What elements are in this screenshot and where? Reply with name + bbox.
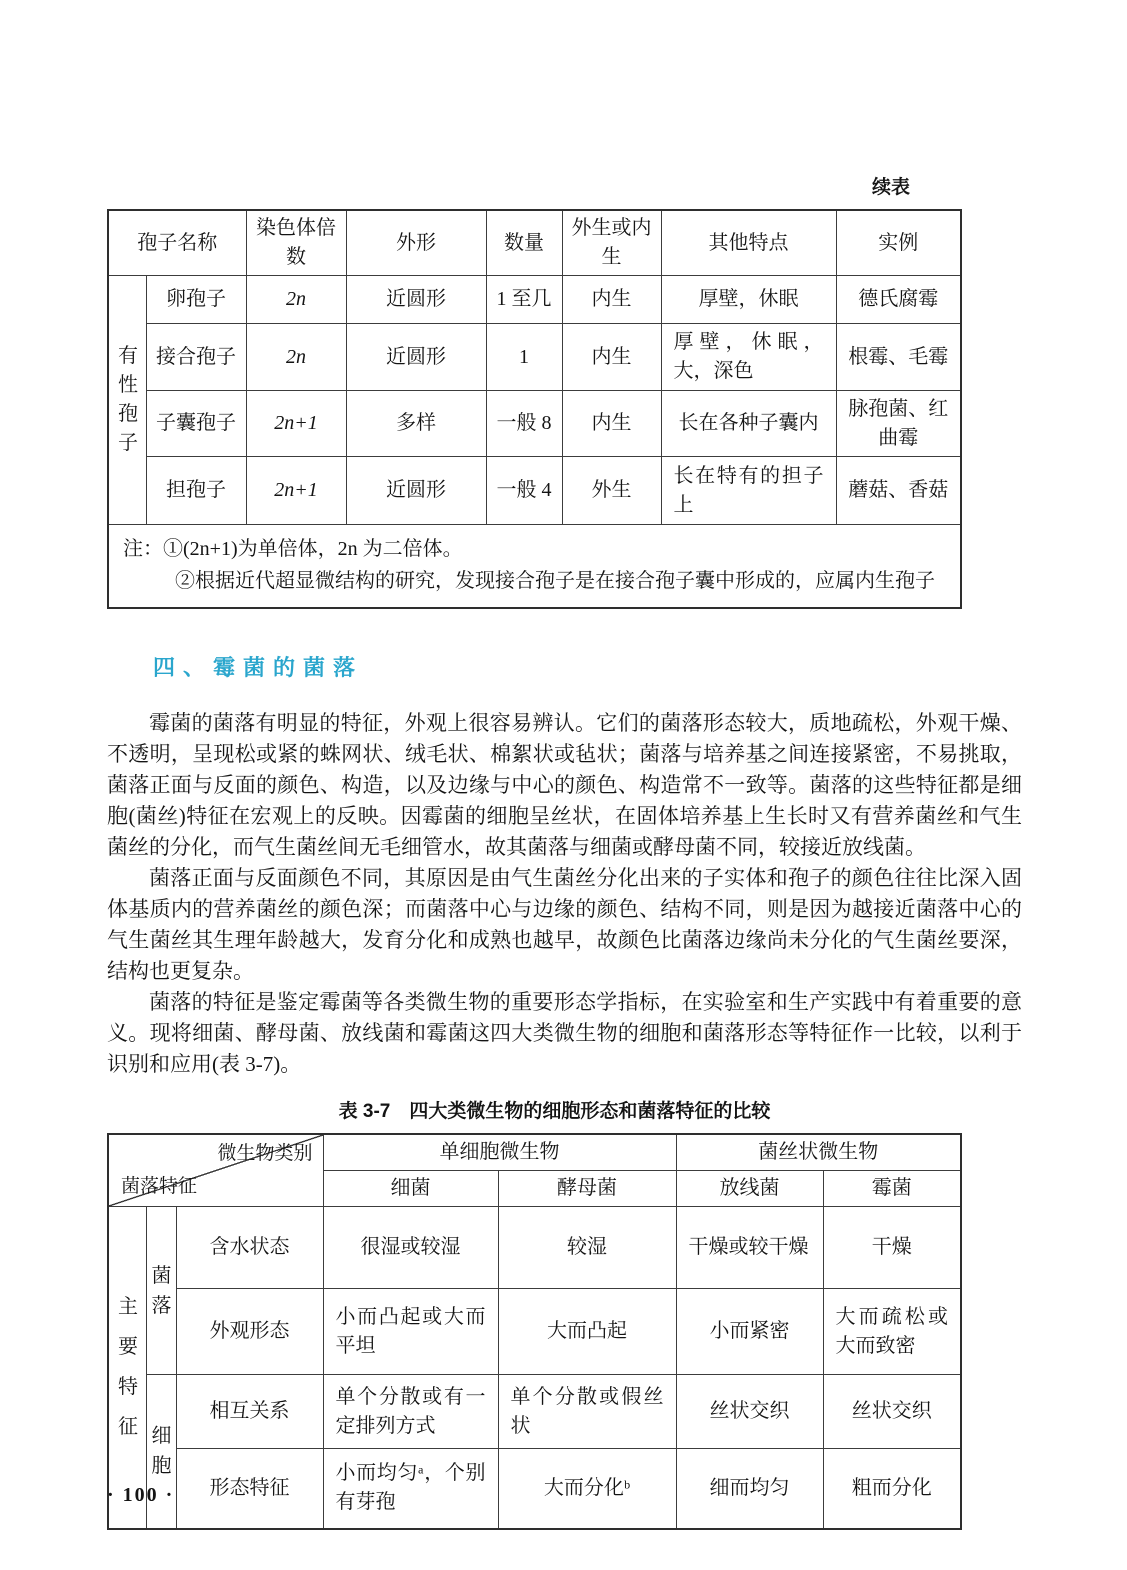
- column-header-count: 数量: [486, 210, 562, 276]
- note-line-2: ②根据近代超显微结构的研究，发现接合孢子是在接合孢子囊中形成的，应属内生孢子: [175, 570, 935, 592]
- data-cell: 较湿: [498, 1207, 676, 1289]
- count-cell: 1 至几: [486, 276, 562, 324]
- spore-name-cell: 担孢子: [146, 457, 246, 525]
- paragraph: 霉菌的菌落有明显的特征，外观上很容易辨认。它们的菌落形态较大，质地疏松，外观干燥、不透明，呈现松或紧的蛛网状、绒毛状、棉絮状或毡状；菌落与培养基之间连接紧密，不易挑取，菌落正面与反面的颜色、构造，以及边缘与中心的颜色、构造常不一致等。菌落的这些特征都是细胞(菌丝)特征在宏观上的反映。因霉菌的细胞呈丝状，在固体培养基上生长时又有营养菌丝和气生菌丝的分化，而气生菌丝间无毛细管水，故其菌落与细菌或酵母菌不同，较接近放线菌。: [107, 711, 1022, 859]
- data-cell: 很湿或较湿: [323, 1207, 498, 1289]
- location-cell: 内生: [562, 391, 661, 457]
- data-cell: 单个分散或有一定排列方式: [323, 1375, 498, 1449]
- shape-cell: 近圆形: [346, 276, 486, 324]
- examples-cell: 德氏腐霉: [836, 276, 961, 324]
- group-header-unicellular: 单细胞微生物: [323, 1134, 676, 1171]
- column-header-examples: 实例: [836, 210, 961, 276]
- features-cell: 厚壁，休眠: [661, 276, 836, 324]
- data-cell: 大而凸起: [498, 1289, 676, 1375]
- data-cell: 大而疏松或大而致密: [823, 1289, 961, 1375]
- continued-table-label: 续表: [871, 177, 910, 198]
- spore-table-header-row: [108, 210, 961, 276]
- column-header-actinomycetes: 放线菌: [676, 1171, 823, 1207]
- column-header-yeast: 酵母菌: [498, 1171, 676, 1207]
- comparison-header-row-1: [108, 1134, 961, 1171]
- comparison-table: [107, 1133, 962, 1530]
- data-cell: 细而均匀: [676, 1449, 823, 1529]
- spore-group-label: 有性孢子: [108, 276, 146, 525]
- paragraph: 菌落正面与反面颜色不同，其原因是由气生菌丝分化出来的子实体和孢子的颜色往往比深入固体基质内的营养菌丝的颜色深；而菌落中心与边缘的颜色、结构不同，则是因为越接近菌落中心的气生菌丝其生理年龄越大，发育分化和成熟也越早，故颜色比菌落边缘尚未分化的气生菌丝要深，结构也更复杂。: [107, 866, 1022, 983]
- ploidy-cell: 2n: [246, 324, 346, 391]
- data-cell: 丝状交织: [823, 1375, 961, 1449]
- data-cell: 小而均匀ᵃ，个别有芽孢: [323, 1449, 498, 1529]
- column-header-bacteria: 细菌: [323, 1171, 498, 1207]
- count-cell: 1: [486, 324, 562, 391]
- table-row: [108, 276, 961, 324]
- table-row: [108, 1375, 961, 1449]
- shape-cell: 多样: [346, 391, 486, 457]
- features-cell: 长在各种子囊内: [661, 391, 836, 457]
- table-notes: [108, 525, 961, 609]
- column-header-shape: 外形: [346, 210, 486, 276]
- page-number: · 100 ·: [107, 1484, 175, 1506]
- location-cell: 内生: [562, 324, 661, 391]
- column-header-ploidy: 染色体倍数: [246, 210, 346, 276]
- section-heading: 四、霉菌的菌落: [153, 655, 364, 680]
- diagonal-label-colony-feature: 菌落特征: [121, 1176, 198, 1198]
- data-cell: 小而凸起或大而平坦: [323, 1289, 498, 1375]
- data-cell: 大而分化ᵇ: [498, 1449, 676, 1529]
- table-notes-row: [108, 525, 961, 609]
- data-cell: 干燥: [823, 1207, 961, 1289]
- shape-cell: 近圆形: [346, 457, 486, 525]
- table-row: [108, 1449, 961, 1529]
- data-cell: 小而紧密: [676, 1289, 823, 1375]
- spore-name-cell: 接合孢子: [146, 324, 246, 391]
- features-cell: 厚壁，休眠，大，深色: [661, 324, 836, 391]
- spore-name-cell: 子囊孢子: [146, 391, 246, 457]
- subgroup-label-colony: 菌落: [146, 1207, 176, 1375]
- diagonal-label-microbe-type: 微生物类别: [217, 1143, 313, 1164]
- count-cell: 一般 8: [486, 391, 562, 457]
- row-group-label-main-features: 主要特征: [108, 1207, 146, 1529]
- spore-table: [107, 209, 962, 609]
- count-cell: 一般 4: [486, 457, 562, 525]
- table-row: [108, 457, 961, 525]
- ploidy-cell: 2n+1: [246, 457, 346, 525]
- row-label: 外观形态: [176, 1289, 323, 1375]
- data-cell: 单个分散或假丝状: [498, 1375, 676, 1449]
- ploidy-cell: 2n+1: [246, 391, 346, 457]
- location-cell: 外生: [562, 457, 661, 525]
- diagonal-header-cell: [108, 1134, 323, 1207]
- ploidy-cell: 2n: [246, 276, 346, 324]
- column-header-location: 外生或内生: [562, 210, 661, 276]
- row-label: 含水状态: [176, 1207, 323, 1289]
- paragraph: 菌落的特征是鉴定霉菌等各类微生物的重要形态学指标，在实验室和生产实践中有着重要的意义。现将细菌、酵母菌、放线菌和霉菌这四大类微生物的细胞和菌落形态等特征作一比较，以利于识别和应用(表 3-7)。: [107, 990, 1022, 1076]
- column-header-mold: 霉菌: [823, 1171, 961, 1207]
- table-row: [108, 391, 961, 457]
- column-header-spore-name: 孢子名称: [108, 210, 246, 276]
- examples-cell: 蘑菇、香菇: [836, 457, 961, 525]
- data-cell: 粗而分化: [823, 1449, 961, 1529]
- subgroup-label-cell: 细胞: [146, 1375, 176, 1529]
- group-header-filamentous: 菌丝状微生物: [676, 1134, 961, 1171]
- table-row: [108, 1207, 961, 1289]
- data-cell: 丝状交织: [676, 1375, 823, 1449]
- features-cell: 长在特有的担子上: [661, 457, 836, 525]
- location-cell: 内生: [562, 276, 661, 324]
- data-cell: 干燥或较干燥: [676, 1207, 823, 1289]
- table-row: [108, 324, 961, 391]
- row-label: 形态特征: [176, 1449, 323, 1529]
- examples-cell: 根霉、毛霉: [836, 324, 961, 391]
- spore-name-cell: 卵孢子: [146, 276, 246, 324]
- body-text: [107, 708, 1022, 1080]
- note-line-1: 注：①(2n+1)为单倍体，2n 为二倍体。: [123, 538, 463, 560]
- table-row: [108, 1289, 961, 1375]
- table-3-7-caption: 表 3-7 四大类微生物的细胞形态和菌落特征的比较: [338, 1101, 771, 1122]
- row-label: 相互关系: [176, 1375, 323, 1449]
- shape-cell: 近圆形: [346, 324, 486, 391]
- examples-cell: 脉孢菌、红曲霉: [836, 391, 961, 457]
- column-header-features: 其他特点: [661, 210, 836, 276]
